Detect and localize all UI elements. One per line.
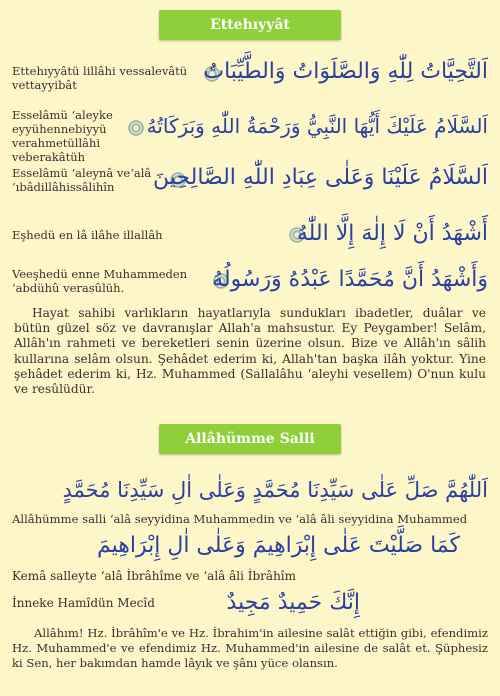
ettehiyyat-meaning: Hayat sahibi varlıkların hayatlarıyla sundukları ibadetler, duâlar ve bütün güzel söz ve davranışlar Allah'a mahsustur. Ey Peygamber! Selâm, Allâh'ın rahmeti ve bereketleri senin üzerine olsun. Bize ve Allâh'ın sâlih kullarına selâm olsun. Şehâdet ederim ki, Allah'tan başka ilâh yoktur. Yine şehâdet ederim ki, Hz. Muhammed (Sallalâhu ‘aleyhi vesellem) O'nun kulu ve resûlüdür. [14,306,486,397]
salli-line-3-transliteration: İnneke Hamîdün Mecîd [12,596,155,610]
verse-5-arabic: وَأَشْهَدُ أَنَّ مُحَمَّدًا عَبْدُهُ وَرَسُولُهُ [212,267,488,292]
verse-5-transliteration: Veeşhedü enne Muhammeden ‘abdühû verasûlüh. [12,267,188,295]
salli-line-1-arabic: اَللّٰهُمَّ صَلِّ عَلٰى سَيِّدِنَا مُحَمَّدٍ وَعَلٰى اٰلِ سَيِّدِنَا مُحَمَّدٍ [62,478,488,502]
salli-line-1-transliteration: Allâhümme salli ‘alâ seyyidina Muhammedin ve ‘alâ âli seyyidina Muhammed [12,512,468,526]
verse-1-transliteration: Ettehıyyâtü lillâhi vessalevâtü vettayyibât [12,64,188,92]
verse-marker-icon [129,121,143,135]
verse-4-transliteration: Eşhedü en lâ ilâhe illallâh [12,228,163,242]
salli-meaning: Allâhım! Hz. İbrâhîm'e ve Hz. İbrahim'in ailesine salât ettiğin gibi, efendimiz Hz. Muhammed'e ve efendimiz Hz. Muhammed'in ailesine de salât et. Şüphesiz ki Sen, her bakımdan hamde lâyık ve şânı yüce olansın. [12,626,488,670]
salli-line-3-arabic: إِنَّكَ حَمِيدٌ مَجِيدٌ [226,590,360,615]
verse-4-arabic: أَشْهَدُ أَنْ لَا إِلٰهَ إِلَّا اللّٰهُ [296,221,488,246]
section-title-allahumme-salli: Allâhümme Salli [159,424,341,454]
verse-2-transliteration: Esselâmü ‘aleyke eyyühennebiyyü verahmetüllâhi veberakâtüh [12,108,113,164]
verse-3-arabic: اَلسَّلَامُ عَلَيْنَا وَعَلٰى عِبَادِ اللّٰهِ الصَّالِحِينَ [153,165,488,190]
section-title-ettehiyyat: Ettehıyyât [159,10,341,40]
salli-line-2-arabic: كَمَا صَلَّيْتَ عَلٰى إِبْرَاهِيمَ وَعَلٰى اٰلِ إِبْرَاهِيمَ [96,533,460,558]
verse-2-arabic: اَلسَّلَامُ عَلَيْكَ أَيُّهَا النَّبِيُّ وَرَحْمَةُ اللّٰهِ وَبَرَكَاتُهُ [146,114,488,138]
verse-3-transliteration: Esselâmü ‘aleynâ ve‘alâ ‘ıbâdillâhissâlihîn [12,166,152,194]
salli-line-2-transliteration: Kemâ salleyte ‘alâ İbrâhîme ve ‘alâ âli İbrâhîm [12,569,297,583]
verse-1-arabic: اَلتَّحِيَّاتُ لِلّٰهِ وَالصَّلَوَاتُ وَالطَّيِّبَاتُ [203,59,488,84]
